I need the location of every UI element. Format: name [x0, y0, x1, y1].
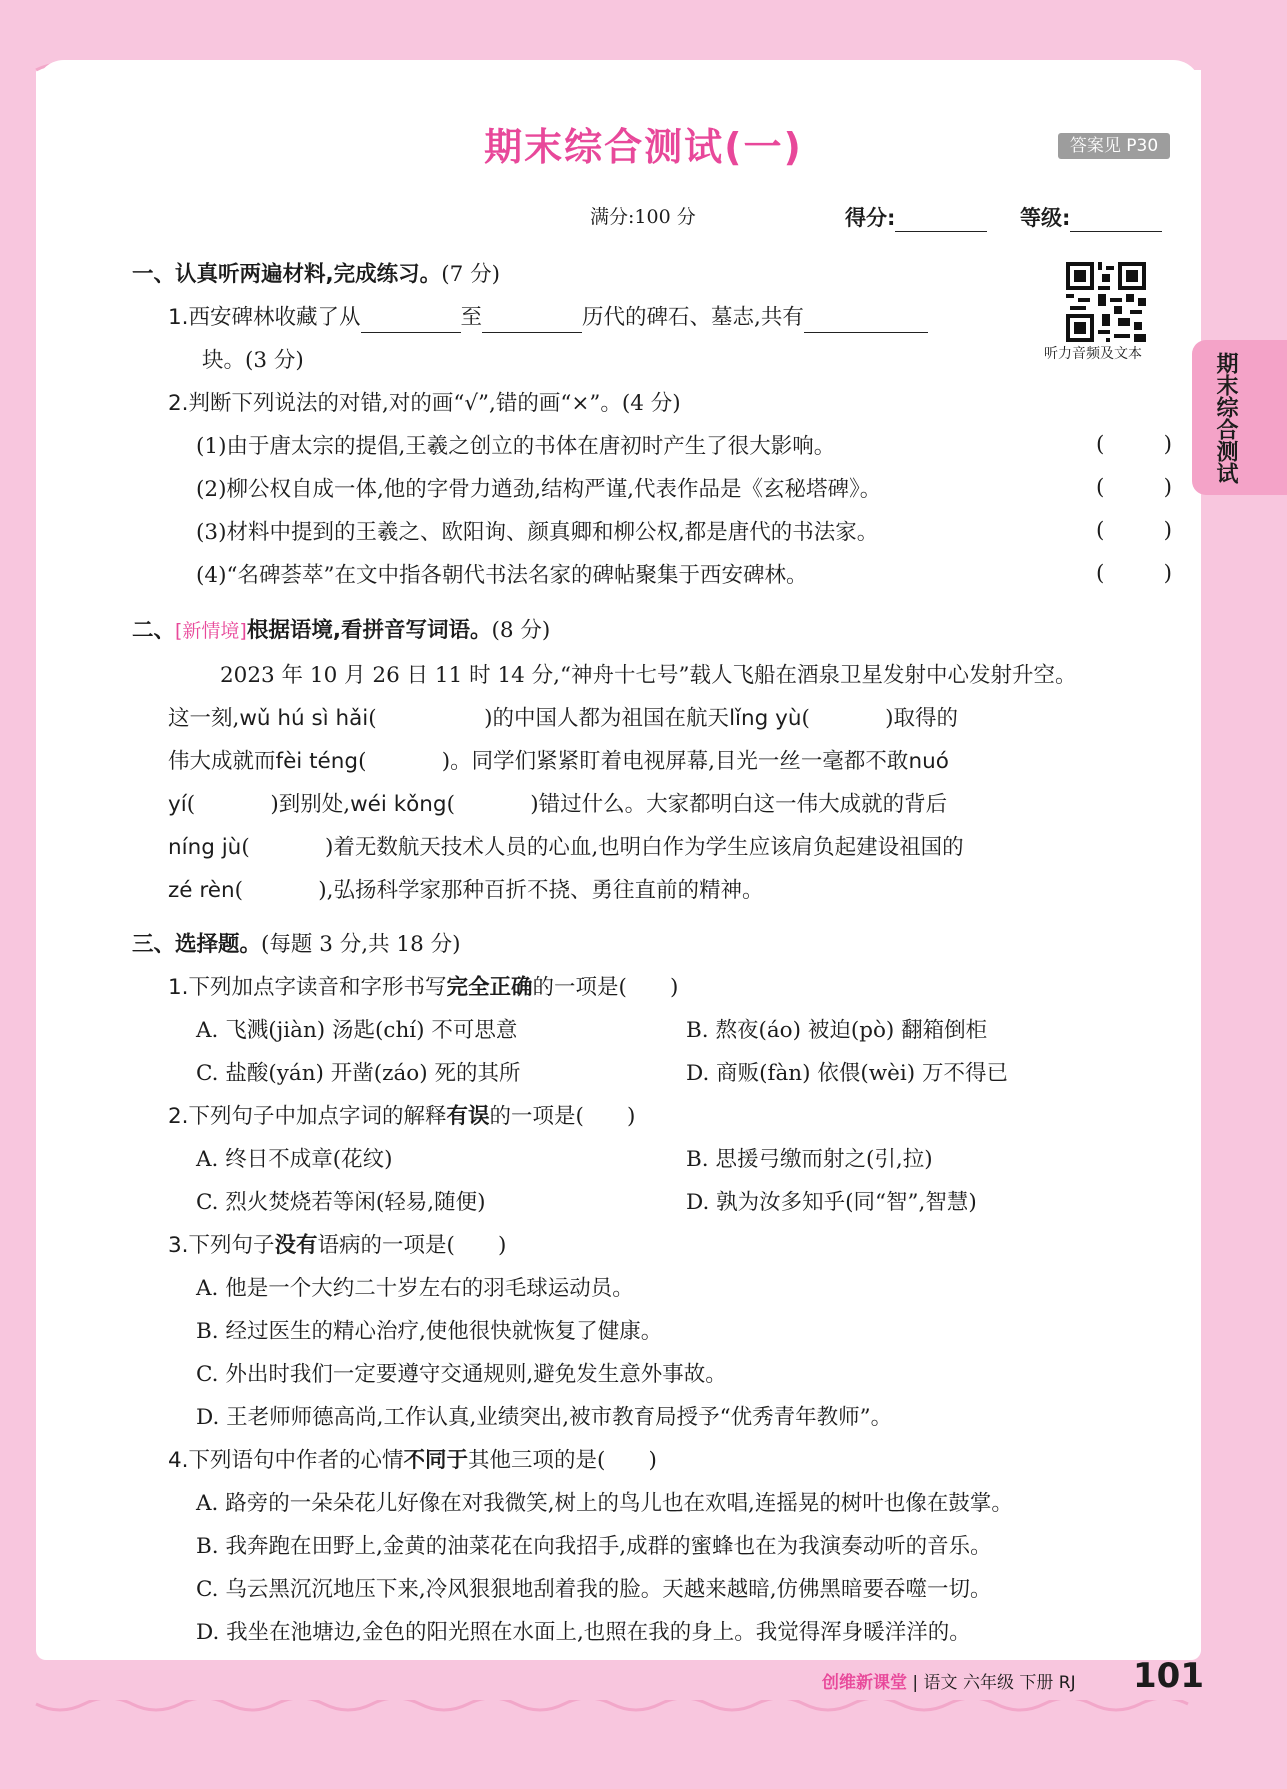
s3-q3-answer-space[interactable]	[455, 1233, 498, 1258]
decorative-bottom-wave	[0, 1700, 1287, 1740]
s3-q2-text-a: 下列句子中加点字词的解释	[188, 1104, 447, 1129]
s3-q4-emphasis: 不同于	[403, 1448, 469, 1473]
s3-q2-close-paren: )	[626, 1104, 636, 1129]
s1-q1-blank-2[interactable]	[482, 306, 582, 333]
grade-label: 等级:	[1020, 206, 1071, 230]
s3-q4	[168, 1446, 657, 1476]
s2-line-2-text-b: 的中国人都为祖国在航天	[492, 706, 730, 731]
s3-q2-option-b[interactable]: B. 思援弓缴而射之(引,拉)	[686, 1147, 933, 1172]
s3-q3-emphasis: 没有	[274, 1233, 318, 1258]
answer-paren-4[interactable]: ( )	[1096, 561, 1172, 586]
pinyin-nuo: nuó	[908, 749, 949, 774]
s3-q4-option-c[interactable]: C. 乌云黑沉沉地压下来,冷风狠狠地刮着我的脸。天越来越暗,仿佛黑暗要吞噬一切。	[196, 1577, 992, 1602]
section-2-number: 二、	[132, 618, 176, 643]
s1-q1	[168, 303, 928, 333]
pinyin-answer-box-5[interactable]: ( )	[446, 792, 539, 817]
s2-line-6	[168, 876, 763, 906]
section-3-title: 选择题。	[175, 932, 262, 957]
answer-paren-1[interactable]: ( )	[1096, 432, 1172, 457]
pinyin-wuhusihai: wǔ hú sì hǎi	[239, 706, 369, 731]
s3-q2-option-a[interactable]: A. 终日不成章(花纹)	[196, 1147, 393, 1172]
s3-q2	[168, 1102, 635, 1132]
s1-judge-item-3: (3)材料中提到的王羲之、欧阳询、颜真卿和柳公权,都是唐代的书法家。	[196, 520, 879, 545]
pinyin-yi: yí	[168, 792, 187, 817]
s3-q4-close-paren: )	[648, 1448, 657, 1473]
s3-q3-text-a: 下列句子	[188, 1233, 275, 1258]
score-label: 得分:	[845, 206, 896, 230]
s3-q3-option-c[interactable]: C. 外出时我们一定要遵守交通规则,避免发生意外事故。	[196, 1362, 727, 1387]
s1-judge-item-1: (1)由于唐太宗的提倡,王羲之创立的书体在唐初时产生了很大影响。	[196, 434, 836, 459]
s3-q1-close-paren: )	[669, 975, 679, 1000]
s1-q1-text-b: 至	[460, 305, 483, 330]
section-1-heading	[132, 260, 500, 290]
s3-q3-option-a[interactable]: A. 他是一个大约二十岁左右的羽毛球运动员。	[196, 1276, 634, 1301]
section-1-points: (7 分)	[441, 262, 500, 287]
s1-q1-blank-3[interactable]	[804, 306, 928, 333]
s3-q4-text-a: 下列语句中作者的心情	[188, 1448, 404, 1473]
page-number: 101	[1133, 1656, 1204, 1696]
footer-brand: 创维新课堂	[822, 1673, 907, 1693]
s3-q1-option-c[interactable]: C. 盐酸(yán) 开凿(záo) 死的其所	[196, 1061, 521, 1086]
grade-field	[1020, 202, 1162, 232]
s3-q2-option-c[interactable]: C. 烈火焚烧若等闲(轻易,随便)	[196, 1190, 486, 1215]
s3-q4-option-b[interactable]: B. 我奔跑在田野上,金黄的油菜花在向我招手,成群的蜜蜂也在为我演奏动听的音乐。	[196, 1534, 992, 1559]
s1-q1-text-a: 西安碑林收藏了从	[188, 305, 361, 330]
s3-q1-option-d[interactable]: D. 商贩(fàn) 依偎(wèi) 万不得已	[686, 1061, 1008, 1086]
footer	[822, 1668, 1076, 1693]
pinyin-answer-box-2[interactable]: ( )	[801, 706, 894, 731]
s3-q1-text-c: 的一项是(	[532, 975, 627, 1000]
s2-line-6-text: ,弘扬科学家那种百折不挠、勇往直前的精神。	[326, 878, 764, 903]
answer-paren-3[interactable]: ( )	[1096, 518, 1172, 543]
pinyin-answer-box-1[interactable]: ( )	[368, 706, 493, 731]
s1-q2-text: 判断下列说法的对错,对的画“√”,错的画“×”。(4 分)	[188, 391, 681, 416]
s1-q2	[168, 389, 681, 419]
s2-line-3	[168, 747, 949, 777]
s3-q1-answer-space[interactable]	[627, 975, 670, 1000]
qr-code-icon[interactable]	[1066, 262, 1146, 342]
s1-q1-number: 1.	[168, 305, 189, 330]
section-3-number: 三、	[132, 932, 176, 957]
s3-q1-option-a[interactable]: A. 飞溅(jiàn) 汤匙(chí) 不可思意	[196, 1018, 518, 1043]
pinyin-ningju: níng jù	[168, 835, 242, 860]
s2-line-2-text-a: 这一刻,	[168, 706, 240, 731]
s1-judge-item-2: (2)柳公权自成一体,他的字骨力遒劲,结构严谨,代表作品是《玄秘塔碑》。	[196, 477, 882, 502]
s2-line-5-text: 着无数航天技术人员的心血,也明白作为学生应该肩负起建设祖国的	[333, 835, 964, 860]
score-field	[845, 202, 987, 232]
s2-line-5	[168, 833, 964, 863]
s2-line-2	[168, 704, 958, 734]
section-2-heading	[132, 616, 550, 646]
pinyin-lingyu: lǐng yù	[729, 706, 802, 731]
score-blank[interactable]	[895, 231, 987, 232]
s3-q2-emphasis: 有误	[446, 1104, 490, 1129]
pinyin-answer-box-4[interactable]: ( )	[186, 792, 279, 817]
s3-q3-close-paren: )	[497, 1233, 507, 1258]
grade-blank[interactable]	[1070, 231, 1162, 232]
pinyin-answer-box-3[interactable]: ( )	[358, 749, 451, 774]
s1-q2-number: 2.	[168, 391, 189, 416]
s1-judge-item-4: (4)“名碑荟萃”在文中指各朝代书法名家的碑帖聚集于西安碑林。	[196, 563, 808, 588]
section-3-points: (每题 3 分,共 18 分)	[261, 932, 461, 957]
s2-line-4-text-b: 错过什么。大家都明白这一伟大成就的背后	[538, 792, 948, 817]
s3-q1	[168, 973, 678, 1003]
s1-q1-text-c: 历代的碑石、墓志,共有	[582, 305, 804, 330]
pinyin-answer-box-6[interactable]: ( )	[241, 835, 334, 860]
s2-line-1: 2023 年 10 月 26 日 11 时 14 分,“神舟十七号”载人飞船在酒泉卫星发射中心发射升空。	[220, 663, 1077, 688]
s3-q3-option-d[interactable]: D. 王老师师德高尚,工作认真,业绩突出,被市教育局授予“优秀青年教师”。	[196, 1405, 893, 1430]
s3-q1-emphasis: 完全正确	[446, 975, 533, 1000]
section-2-points: (8 分)	[491, 618, 551, 643]
footer-info: 语文 六年级 下册 RJ	[923, 1673, 1076, 1693]
full-score-label: 满分:100 分	[590, 206, 696, 228]
section-1-title: 认真听两遍材料,完成练习。	[175, 262, 442, 287]
pinyin-feiteng: fèi téng	[275, 749, 359, 774]
answer-paren-2[interactable]: ( )	[1096, 475, 1172, 500]
pinyin-weikong: wéi kǒng	[350, 792, 447, 817]
s3-q4-number: 4.	[168, 1448, 189, 1473]
footer-separator: |	[912, 1673, 919, 1693]
s2-line-3-text-b: 。同学们紧紧盯着电视屏幕,目光一丝一毫都不敢	[450, 749, 909, 774]
s3-q1-number: 1.	[168, 975, 189, 1000]
side-tab-label: 期末综合测试	[1213, 352, 1238, 484]
s3-q3-option-b[interactable]: B. 经过医生的精心治疗,使他很快就恢复了健康。	[196, 1319, 663, 1344]
section-2-title: 根据语境,看拼音写词语。	[246, 618, 492, 643]
s2-line-4-text-a: 到别处,	[278, 792, 351, 817]
page-title: 期末综合测试(一)	[484, 125, 803, 169]
s3-q4-option-a[interactable]: A. 路旁的一朵朵花儿好像在对我微笑,树上的鸟儿也在欢唱,连摇晃的树叶也像在鼓掌。	[196, 1491, 1013, 1516]
s3-q1-option-b[interactable]: B. 熬夜(áo) 被迫(pò) 翻箱倒柜	[686, 1018, 988, 1043]
s3-q3-number: 3.	[168, 1233, 189, 1258]
s3-q2-number: 2.	[168, 1104, 189, 1129]
qr-caption: 听力音频及文本	[1044, 346, 1142, 362]
s2-line-2-text-c: 取得的	[893, 706, 959, 731]
s3-q2-answer-space[interactable]	[584, 1104, 627, 1129]
s3-q1-text-a: 下列加点字读音和字形书写	[188, 975, 447, 1000]
new-context-tag: [新情境]	[175, 620, 247, 642]
s3-q2-text-c: 的一项是(	[489, 1104, 584, 1129]
section-3-heading	[132, 930, 461, 960]
s2-line-3-text-a: 伟大成就而	[168, 749, 276, 774]
s3-q3	[168, 1231, 506, 1261]
pinyin-zeren: zé rèn	[168, 878, 235, 903]
section-1-number: 一、	[132, 262, 176, 287]
s3-q4-option-d[interactable]: D. 我坐在池塘边,金色的阳光照在水面上,也照在我的身上。我觉得浑身暖洋洋的。	[196, 1620, 971, 1645]
s1-q1-blank-1[interactable]	[361, 306, 461, 333]
s3-q4-text-c: 其他三项的是(	[468, 1448, 606, 1473]
s3-q3-text-c: 语病的一项是(	[317, 1233, 455, 1258]
s2-line-4	[168, 790, 947, 820]
answer-reference-badge: 答案见 P30	[1058, 133, 1170, 159]
pinyin-answer-box-7[interactable]: ( )	[234, 878, 327, 903]
s3-q2-option-d[interactable]: D. 孰为汝多知乎(同“智”,智慧)	[686, 1190, 977, 1215]
s1-q1-continuation: 块。(3 分)	[202, 348, 304, 373]
s3-q4-answer-space[interactable]	[605, 1448, 648, 1473]
